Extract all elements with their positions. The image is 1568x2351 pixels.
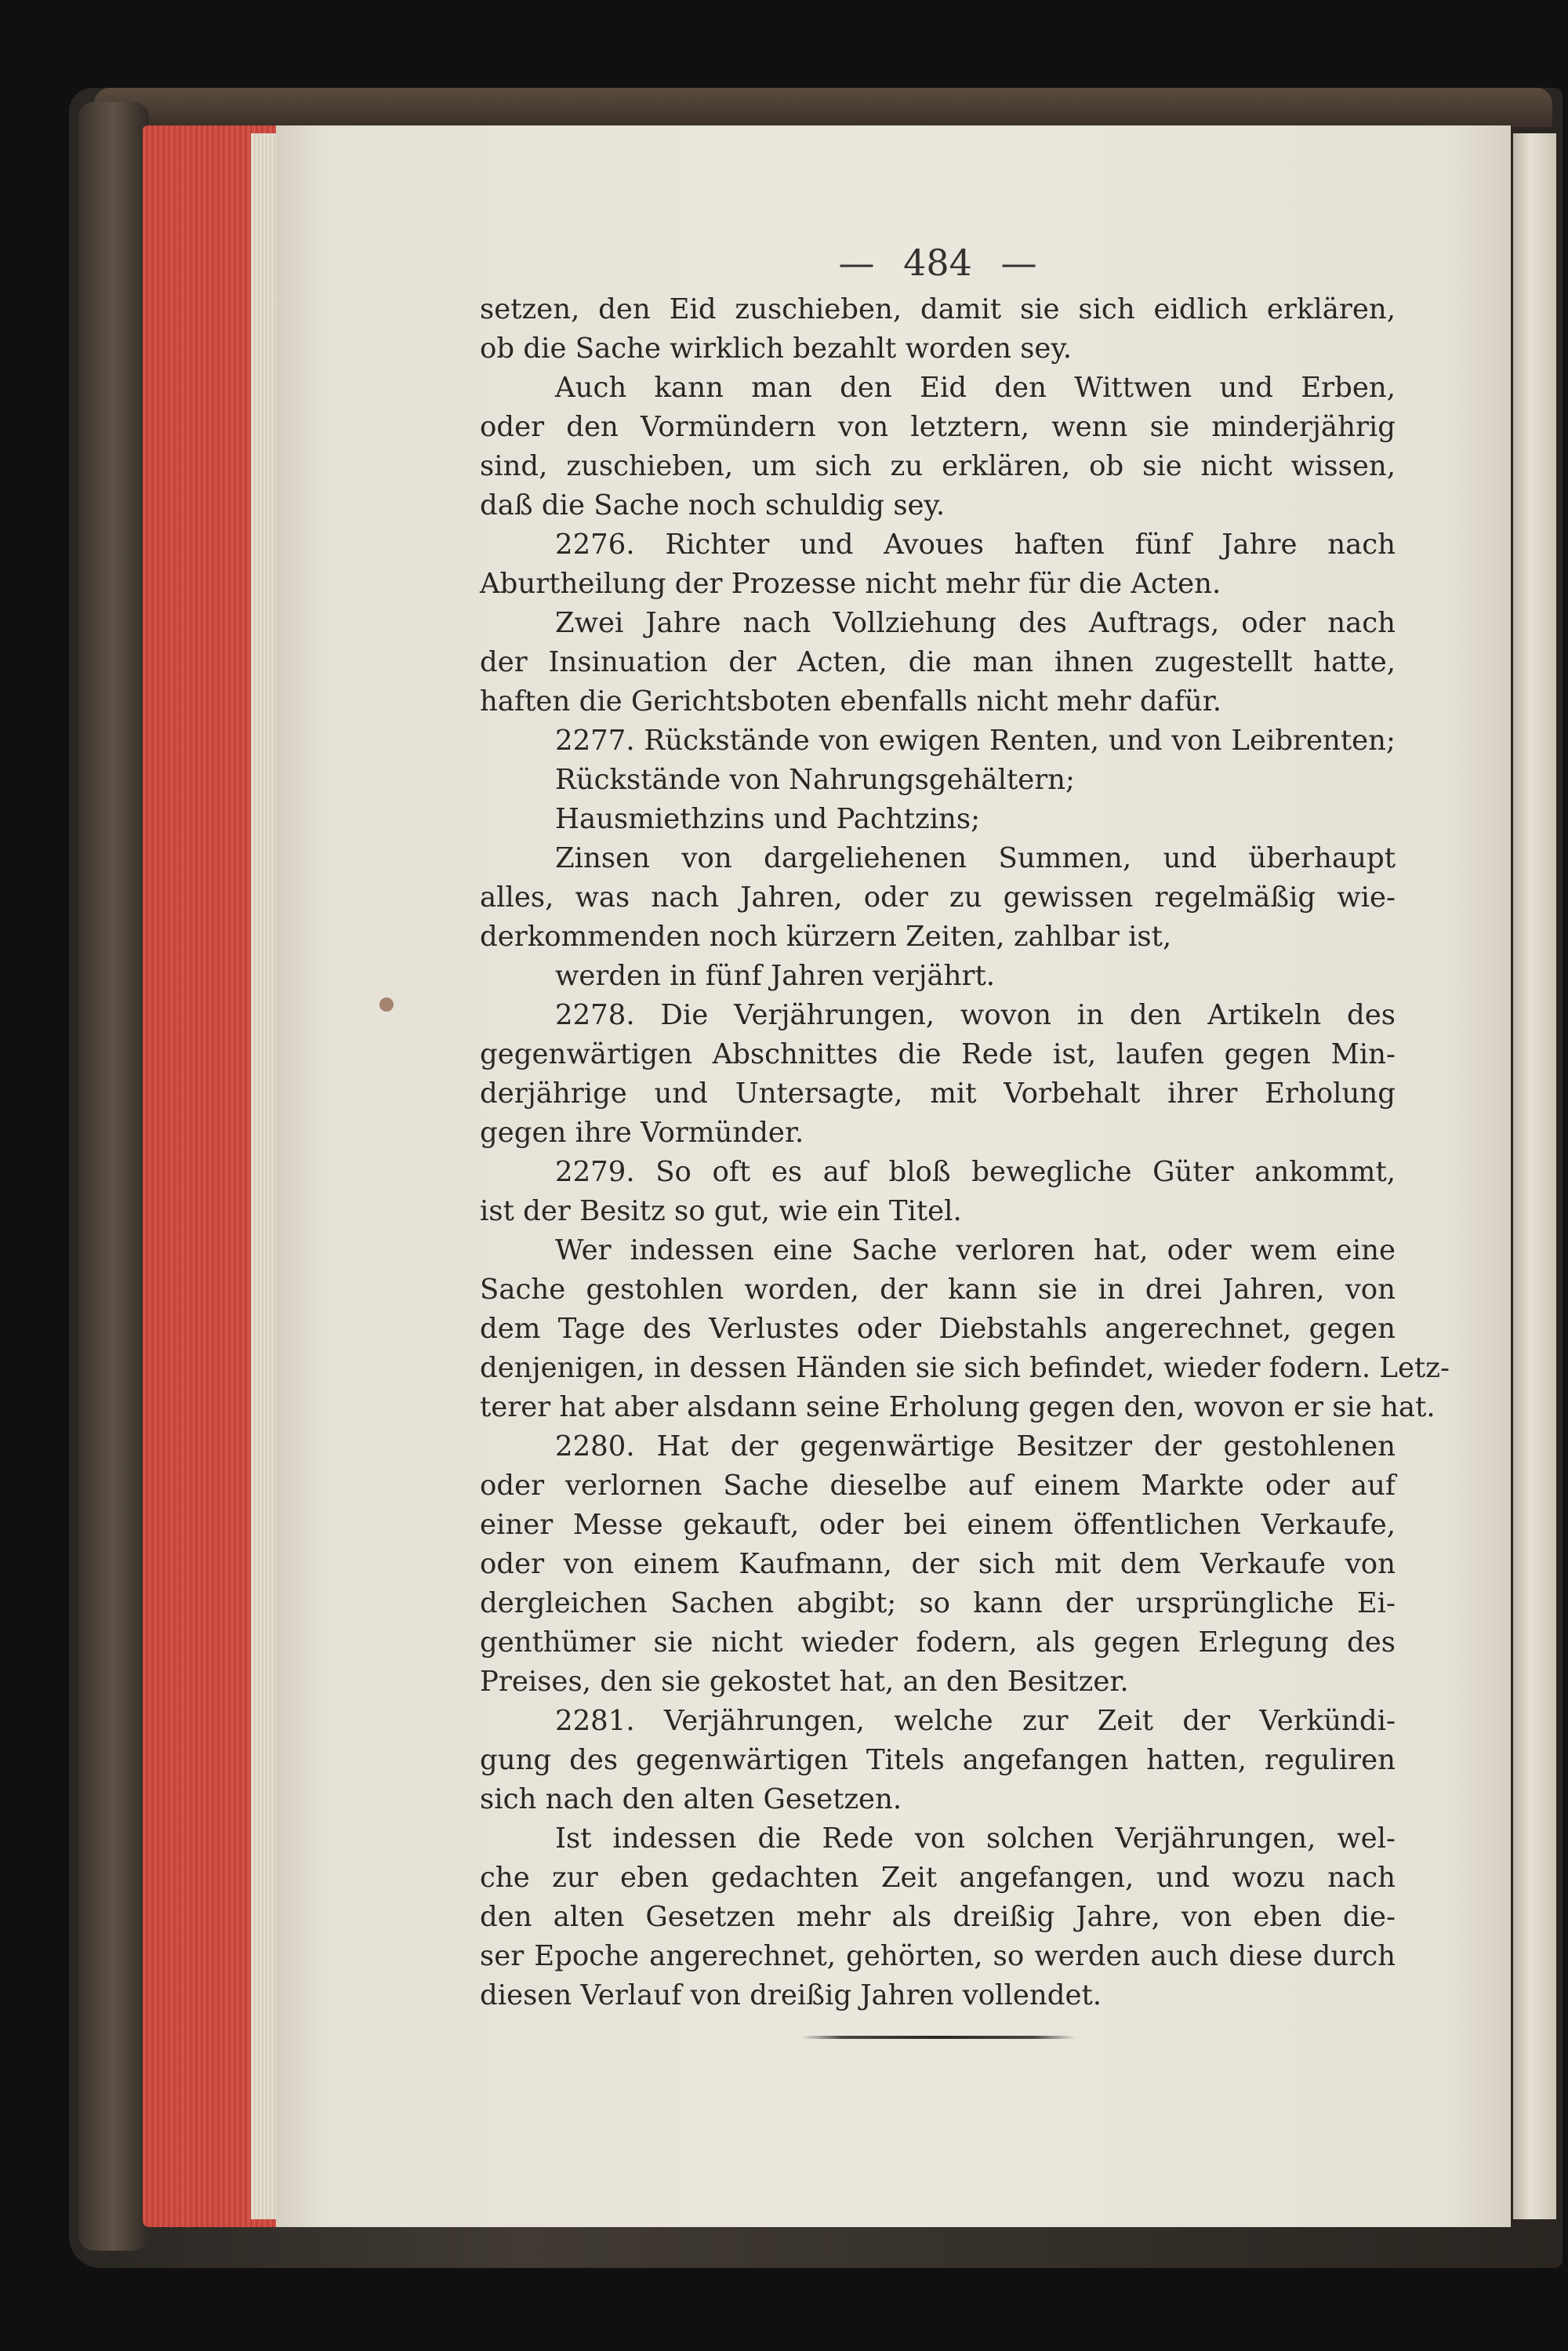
text-line: Hausmiethzins und Pachtzins; — [555, 803, 981, 835]
text-line: derkommenden noch kürzern Zeiten, zahlbar ist, — [480, 921, 1172, 953]
page-stack-edges — [251, 133, 279, 2219]
text-line: derjährige und Untersagte, mit Vorbehalt ihrer Erholung — [480, 1077, 1396, 1110]
paper-stain-spot — [379, 997, 394, 1012]
text-line: Rückstände von Nahrungsgehältern; — [555, 764, 1076, 796]
text-line: 2279. So oft es auf bloß bewegliche Güter ankommt, — [555, 1156, 1396, 1188]
text-line: dem Tage des Verlustes oder Diebstahls angerechnet, gegen — [480, 1313, 1396, 1345]
text-line: Zinsen von dargeliehenen Summen, und überhaupt — [555, 842, 1396, 874]
text-line: haften die Gerichtsboten ebenfalls nicht mehr dafür. — [480, 685, 1222, 718]
text-line: oder verlornen Sache dieselbe auf einem Markte oder auf — [480, 1470, 1396, 1502]
facing-page-edge — [1513, 133, 1556, 2219]
text-line: ob die Sache wirklich bezahlt worden sey. — [480, 332, 1073, 365]
end-ornament — [480, 2029, 1396, 2045]
text-line: Aburtheilung der Prozesse nicht mehr für die Acten. — [480, 568, 1221, 600]
text-line: Sache gestohlen worden, der kann sie in drei Jahren, von — [480, 1274, 1396, 1306]
text-line: 2280. Hat der gegenwärtige Besitzer der gestohlenen — [555, 1430, 1396, 1463]
text-line: denjenigen, in dessen Händen sie sich befindet, wieder fodern. Letz- — [480, 1352, 1450, 1384]
text-line: sich nach den alten Gesetzen. — [480, 1783, 902, 1815]
text-line: daß die Sache noch schuldig sey. — [480, 489, 946, 521]
page-header — [480, 239, 1396, 286]
text-line: 2277. Rückstände von ewigen Renten, und von Leibrenten; — [555, 725, 1396, 757]
text-line: werden in fünf Jahren verjährt. — [555, 960, 996, 992]
text-line: Zwei Jahre nach Vollziehung des Auftrags, oder nach — [555, 607, 1396, 639]
end-ornament-rule — [801, 2036, 1076, 2039]
text-line: Auch kann man den Eid den Wittwen und Erben, — [555, 372, 1396, 404]
text-line: dergleichen Sachen abgibt; so kann der ursprüngliche Ei- — [480, 1587, 1396, 1619]
text-line: terer hat aber alsdann seine Erholung gegen den, wovon er sie hat. — [480, 1391, 1436, 1423]
text-line: oder den Vormündern von letztern, wenn sie minderjährig — [480, 411, 1396, 443]
text-line: ser Epoche angerechnet, gehörten, so werden auch diese durch — [480, 1940, 1396, 1972]
header-dash-left: — — [838, 242, 875, 284]
text-line: Preises, den sie gekostet hat, an den Besitzer. — [480, 1666, 1129, 1698]
text-line: diesen Verlauf von dreißig Jahren vollendet. — [480, 1979, 1102, 2011]
text-line: alles, was nach Jahren, oder zu gewissen regelmäßig wie- — [480, 881, 1396, 914]
text-line: den alten Gesetzen mehr als dreißig Jahre, von eben die- — [480, 1901, 1396, 1933]
text-line: setzen, den Eid zuschieben, damit sie sich eidlich erklären, — [480, 293, 1396, 325]
text-line: der Insinuation der Acten, die man ihnen zugestellt hatte, — [480, 646, 1396, 678]
text-line: gegen ihre Vormünder. — [480, 1117, 804, 1149]
text-line: ist der Besitz so gut, wie ein Titel. — [480, 1195, 962, 1227]
book-cover-top-edge — [94, 88, 1552, 127]
text-line: che zur eben gedachten Zeit angefangen, und wozu nach — [480, 1862, 1396, 1894]
page-number: 484 — [903, 242, 972, 284]
text-line: gung des gegenwärtigen Titels angefangen hatten, reguliren — [480, 1744, 1396, 1776]
text-line: 2281. Verjährungen, welche zur Zeit der Verkündi- — [555, 1705, 1396, 1737]
text-line: genthümer sie nicht wieder fodern, als gegen Erlegung des — [480, 1626, 1396, 1659]
text-line: sind, zuschieben, um sich zu erklären, ob sie nicht wissen, — [480, 450, 1396, 482]
header-dash-right: — — [1000, 242, 1037, 284]
text-line: 2276. Richter und Avoues haften fünf Jahre nach — [555, 529, 1396, 561]
text-line: 2278. Die Verjährungen, wovon in den Artikeln des — [555, 999, 1396, 1031]
text-line: gegenwärtigen Abschnittes die Rede ist, laufen gegen Min- — [480, 1038, 1396, 1070]
text-line: Ist indessen die Rede von solchen Verjährungen, wel- — [555, 1822, 1396, 1855]
text-line: oder von einem Kaufmann, der sich mit dem Verkaufe von — [480, 1548, 1396, 1580]
page-text-block — [480, 239, 1450, 2045]
text-line: Wer indessen eine Sache verloren hat, oder wem eine — [555, 1234, 1396, 1266]
text-line: einer Messe gekauft, oder bei einem öffentlichen Verkaufe, — [480, 1509, 1396, 1541]
body-text — [480, 290, 1450, 2015]
book-spine — [78, 102, 149, 2251]
